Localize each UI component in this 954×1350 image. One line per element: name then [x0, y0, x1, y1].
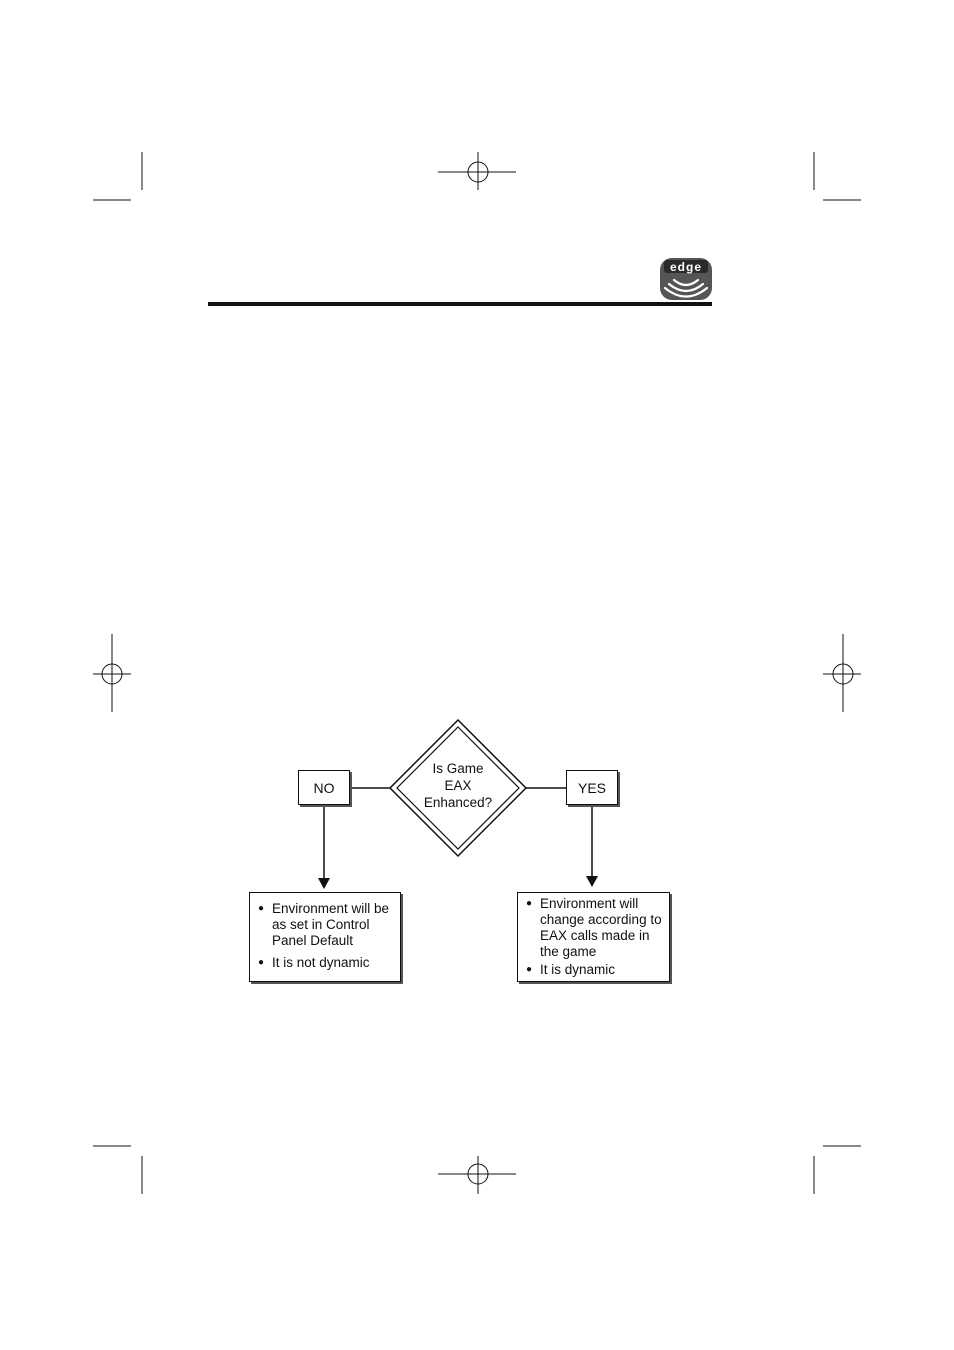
- decision-line: EAX: [444, 778, 472, 793]
- header-rule: [208, 302, 712, 306]
- yes-outcome-item: ● Environment will change according to EAX calls made in the game: [526, 896, 663, 960]
- yes-label-box: [566, 770, 618, 805]
- logo-text: edge: [669, 260, 703, 274]
- yes-outcome-item: ● It is dynamic: [526, 962, 663, 978]
- yes-label: YES: [577, 779, 606, 796]
- no-label-box: [298, 770, 350, 805]
- decision-text: [412, 760, 504, 811]
- decision-line: Is Game: [432, 761, 484, 776]
- edge-logo-icon: [658, 256, 714, 302]
- yes-outcome-box: [517, 892, 670, 982]
- no-outcome-item: ● It is not dynamic: [258, 955, 394, 971]
- no-label: NO: [313, 779, 335, 796]
- no-outcome-item: ● Environment will be as set in Control Panel Default: [258, 901, 394, 949]
- no-outcome-box: [249, 892, 401, 982]
- decision-line: Enhanced?: [423, 795, 493, 810]
